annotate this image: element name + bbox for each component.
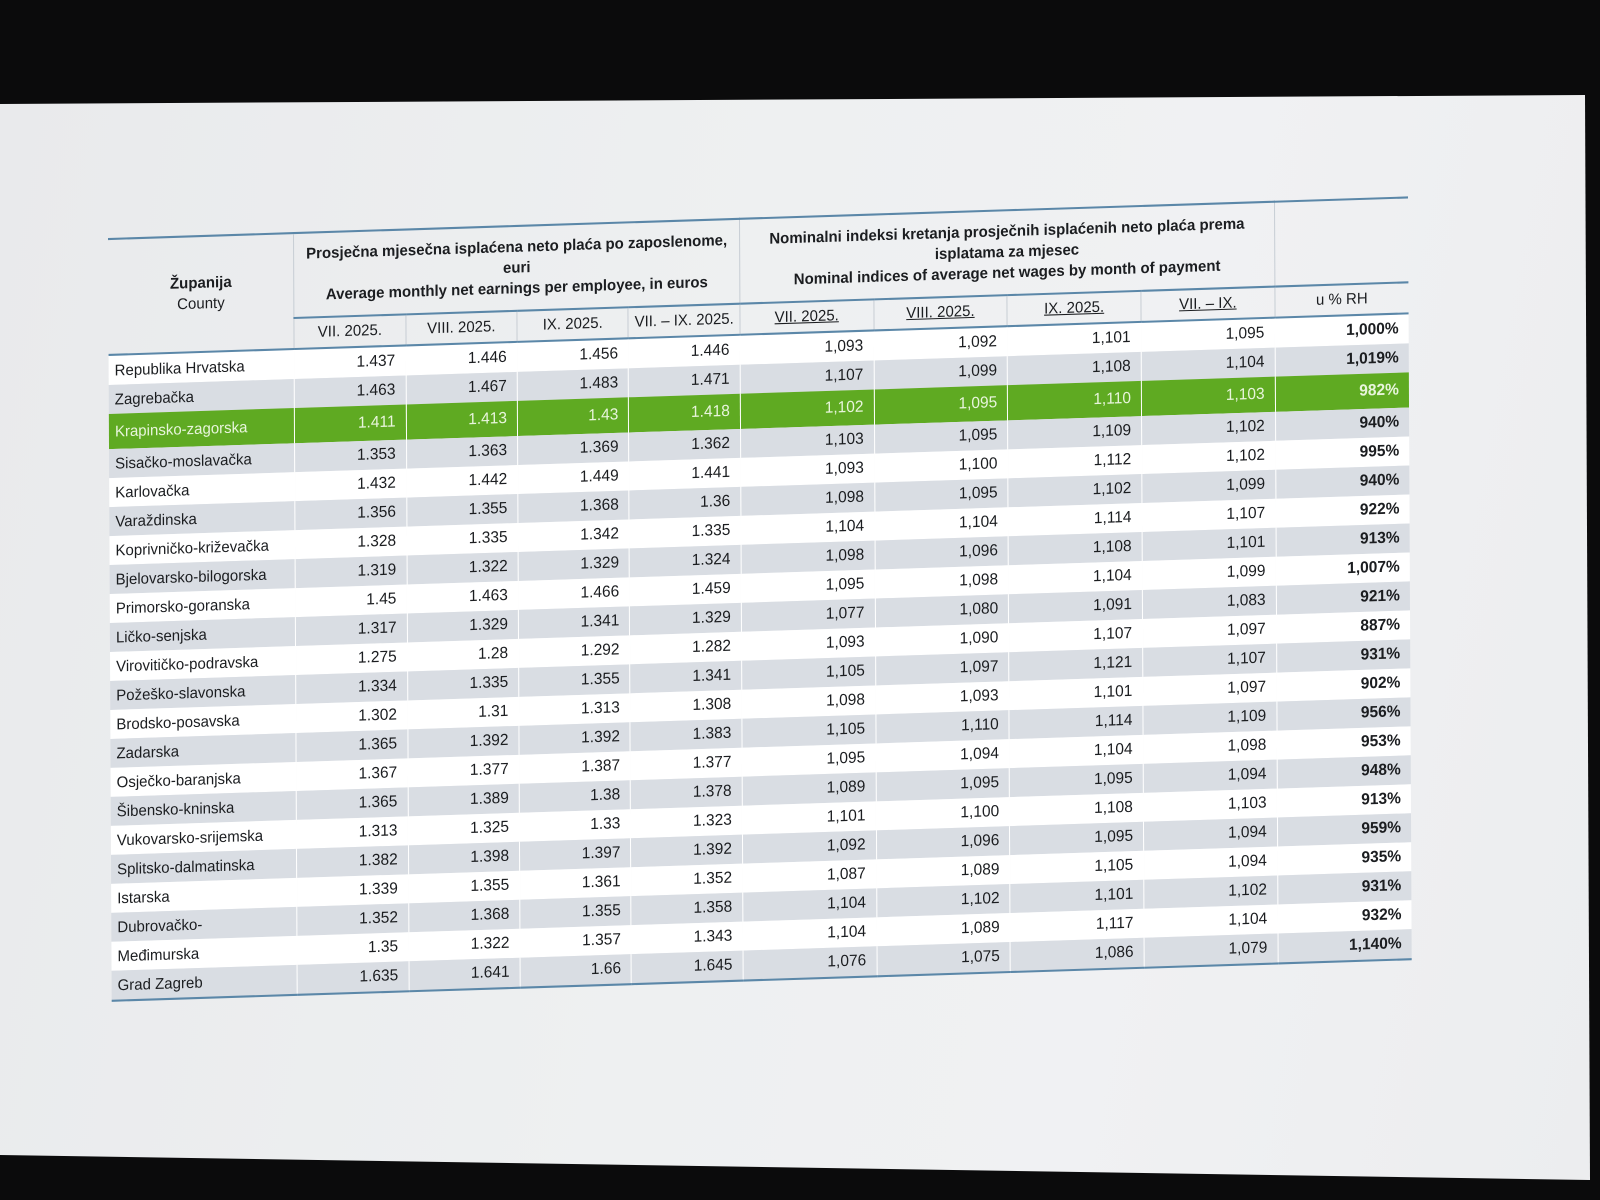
value-cell: 1.463 <box>294 375 406 408</box>
value-cell: 1,109 <box>1008 416 1142 449</box>
value-cell: 1.36 <box>629 487 741 520</box>
share-cell: 921% <box>1276 581 1410 614</box>
value-cell: 1,092 <box>742 830 876 863</box>
value-cell: 1.35 <box>297 932 409 965</box>
value-cell: 1,095 <box>874 478 1008 511</box>
column-header: u % RH <box>1275 282 1409 317</box>
value-cell: 1,095 <box>1010 822 1144 855</box>
value-cell: 1,098 <box>1143 731 1277 764</box>
share-cell: 982% <box>1275 372 1409 411</box>
value-cell: 1.382 <box>297 845 409 878</box>
value-cell: 1,101 <box>1142 528 1276 561</box>
wages-table-container <box>108 196 1412 1001</box>
indices-group-title-hr: Nominalni indeksi kretanja prosječnih isplaćenih neto plaća prema isplatama za mjesec <box>769 215 1245 264</box>
county-name-cell: Sisačko-moslavačka <box>109 443 295 478</box>
county-name-cell: Virovitičko-podravska <box>110 646 296 681</box>
share-cell: 940% <box>1276 466 1410 499</box>
value-cell: 1,080 <box>875 594 1009 627</box>
value-cell: 1,097 <box>1143 673 1277 706</box>
value-cell: 1,104 <box>1009 561 1143 594</box>
county-name-cell: Dubrovačko- <box>111 907 297 942</box>
value-cell: 1,117 <box>1010 909 1144 942</box>
column-header: VIII. 2025. <box>406 311 518 346</box>
value-cell: 1.367 <box>296 758 408 791</box>
value-cell: 1,109 <box>1143 702 1277 735</box>
value-cell: 1.398 <box>408 842 520 875</box>
value-cell: 1,114 <box>1008 503 1142 536</box>
column-header: VII. 2025. <box>740 299 874 334</box>
value-cell: 1,102 <box>1008 474 1142 507</box>
column-header: IX. 2025. <box>1007 291 1141 326</box>
value-cell: 1,086 <box>1010 938 1144 972</box>
value-cell: 1.432 <box>295 469 407 502</box>
value-cell: 1,099 <box>1142 557 1276 590</box>
value-cell: 1,102 <box>740 389 874 428</box>
value-cell: 1,103 <box>1143 789 1277 822</box>
value-cell: 1.483 <box>517 368 629 401</box>
county-header <box>108 233 294 355</box>
value-cell: 1,083 <box>1142 586 1276 619</box>
value-cell: 1.441 <box>629 458 741 491</box>
value-cell: 1,095 <box>1009 764 1143 797</box>
value-cell: 1.313 <box>297 816 409 849</box>
share-cell: 1,019% <box>1275 343 1409 376</box>
value-cell: 1.442 <box>406 465 518 498</box>
value-cell: 1,077 <box>741 599 875 632</box>
county-name-cell: Požeško-slavonska <box>110 675 296 710</box>
county-name-cell: Istarska <box>111 878 297 913</box>
value-cell: 1,075 <box>877 942 1011 976</box>
value-cell: 1.463 <box>407 581 519 614</box>
value-cell: 1.335 <box>407 523 519 556</box>
value-cell: 1,104 <box>741 512 875 545</box>
share-cell: 959% <box>1277 813 1411 846</box>
value-cell: 1.377 <box>631 748 743 781</box>
value-cell: 1,093 <box>875 681 1009 714</box>
value-cell: 1.413 <box>406 401 518 440</box>
value-cell: 1.353 <box>295 440 407 473</box>
value-cell: 1,098 <box>741 483 875 516</box>
value-cell: 1,101 <box>1010 880 1144 913</box>
value-cell: 1.459 <box>630 574 742 607</box>
share-cell: 953% <box>1277 726 1411 759</box>
value-cell: 1,104 <box>743 888 877 921</box>
value-cell: 1.28 <box>407 639 519 672</box>
value-cell: 1,095 <box>876 768 1010 801</box>
value-cell: 1.322 <box>409 929 521 962</box>
value-cell: 1.358 <box>631 893 743 926</box>
share-cell: 902% <box>1276 668 1410 701</box>
value-cell: 1,095 <box>874 420 1008 453</box>
value-cell: 1,098 <box>875 565 1009 598</box>
value-cell: 1,107 <box>1009 619 1143 652</box>
county-header-hr: Županija <box>169 273 232 293</box>
indices-group-title-en: Nominal indices of average net wages by month of payment <box>793 257 1221 289</box>
value-cell: 1,095 <box>1141 318 1275 352</box>
value-cell: 1.343 <box>631 922 743 955</box>
county-name-cell: Varaždinska <box>109 501 295 536</box>
share-cell: 956% <box>1277 697 1411 730</box>
county-name-cell: Šibensko-kninska <box>111 791 297 826</box>
county-name-cell: Krapinsko-zagorska <box>109 408 295 449</box>
value-cell: 1.357 <box>520 925 632 958</box>
value-cell: 1.31 <box>407 697 519 730</box>
value-cell: 1.365 <box>296 729 408 762</box>
county-name-cell: Koprivničko-križevačka <box>109 530 295 565</box>
value-cell: 1.392 <box>631 835 743 868</box>
share-cell: 932% <box>1278 900 1412 933</box>
value-cell: 1.446 <box>406 342 518 376</box>
value-cell: 1.378 <box>631 777 743 810</box>
value-cell: 1,094 <box>1143 818 1277 851</box>
value-cell: 1,107 <box>1142 499 1276 532</box>
value-cell: 1.645 <box>632 951 744 985</box>
column-header: VII. – IX. <box>1141 287 1275 322</box>
value-cell: 1.341 <box>518 606 630 639</box>
value-cell: 1.392 <box>519 722 631 755</box>
earnings-group-title-en: Average monthly net earnings per employee, in euros <box>325 273 708 304</box>
value-cell: 1.352 <box>297 903 409 936</box>
share-cell: 922% <box>1276 494 1410 527</box>
value-cell: 1.313 <box>519 693 631 726</box>
value-cell: 1,079 <box>1144 933 1278 967</box>
value-cell: 1.352 <box>631 864 743 897</box>
earnings-group-title-hr: Prosječna mjesečna isplaćena neto plaća po zaposlenome, euri <box>306 231 728 278</box>
share-cell: 1,140% <box>1278 929 1412 963</box>
county-name-cell: Međimurska <box>111 936 297 971</box>
value-cell: 1.292 <box>519 635 631 668</box>
value-cell: 1.418 <box>629 394 741 433</box>
value-cell: 1.467 <box>406 372 518 405</box>
county-header-en: County <box>177 294 225 314</box>
value-cell: 1,097 <box>875 652 1009 685</box>
value-cell: 1,099 <box>1142 470 1276 503</box>
value-cell: 1.411 <box>295 404 407 443</box>
value-cell: 1,102 <box>1142 441 1276 474</box>
share-cell: 1,007% <box>1276 552 1410 585</box>
value-cell: 1,107 <box>1143 644 1277 677</box>
value-cell: 1.325 <box>408 813 520 846</box>
value-cell: 1,112 <box>1008 445 1142 478</box>
value-cell: 1,090 <box>875 623 1009 656</box>
share-cell: 1,000% <box>1275 313 1409 347</box>
value-cell: 1,089 <box>876 913 1010 946</box>
value-cell: 1,076 <box>743 946 877 980</box>
share-cell: 913% <box>1276 523 1410 556</box>
value-cell: 1,104 <box>1009 735 1143 768</box>
value-cell: 1,108 <box>1008 532 1142 565</box>
value-cell: 1,096 <box>876 826 1010 859</box>
value-cell: 1.361 <box>520 867 632 900</box>
value-cell: 1.329 <box>518 548 630 581</box>
value-cell: 1.362 <box>629 429 741 462</box>
value-cell: 1,093 <box>741 628 875 661</box>
value-cell: 1,092 <box>874 326 1008 360</box>
value-cell: 1,095 <box>742 743 876 776</box>
value-cell: 1.335 <box>407 668 519 701</box>
column-header: VII. 2025. <box>294 314 406 349</box>
value-cell: 1,098 <box>742 685 876 718</box>
share-cell: 913% <box>1277 784 1411 817</box>
value-cell: 1.45 <box>295 585 407 618</box>
value-cell: 1,104 <box>743 917 877 950</box>
value-cell: 1.449 <box>518 461 630 494</box>
value-cell: 1.38 <box>519 780 631 813</box>
value-cell: 1.342 <box>518 519 630 552</box>
value-cell: 1,097 <box>1143 615 1277 648</box>
value-cell: 1.282 <box>630 632 742 665</box>
value-cell: 1,101 <box>1009 677 1143 710</box>
column-header: VII. – IX. 2025. <box>628 304 740 339</box>
value-cell: 1.437 <box>294 345 406 379</box>
share-cell: 935% <box>1277 842 1411 875</box>
share-cell: 931% <box>1277 871 1411 904</box>
value-cell: 1.641 <box>409 958 521 992</box>
value-cell: 1.43 <box>517 397 629 436</box>
value-cell: 1,105 <box>1010 851 1144 884</box>
value-cell: 1.389 <box>408 784 520 817</box>
value-cell: 1.456 <box>517 338 629 372</box>
value-cell: 1.341 <box>630 661 742 694</box>
value-cell: 1,101 <box>742 801 876 834</box>
county-name-cell: Osječko-baranjska <box>111 762 297 797</box>
county-name-cell: Bjelovarsko-bilogorska <box>110 559 296 594</box>
value-cell: 1.635 <box>297 961 409 995</box>
value-cell: 1.66 <box>520 954 632 988</box>
value-cell: 1.446 <box>629 335 741 369</box>
value-cell: 1.363 <box>406 436 518 469</box>
value-cell: 1,104 <box>1141 348 1275 381</box>
value-cell: 1,096 <box>875 536 1009 569</box>
value-cell: 1.387 <box>519 751 631 784</box>
county-name-cell: Zagrebačka <box>109 379 295 414</box>
value-cell: 1,087 <box>743 859 877 892</box>
value-cell: 1,089 <box>876 855 1010 888</box>
share-cell: 940% <box>1275 408 1409 441</box>
column-header: VIII. 2025. <box>874 295 1008 330</box>
value-cell: 1,102 <box>876 884 1010 917</box>
value-cell: 1,104 <box>1144 904 1278 937</box>
share-cell: 931% <box>1276 639 1410 672</box>
value-cell: 1,102 <box>1142 412 1276 445</box>
value-cell: 1,091 <box>1009 590 1143 623</box>
value-cell: 1.466 <box>518 577 630 610</box>
value-cell: 1,105 <box>742 656 876 689</box>
value-cell: 1.308 <box>630 690 742 723</box>
value-cell: 1,102 <box>1144 876 1278 909</box>
county-name-cell: Brodsko-posavska <box>110 704 296 739</box>
value-cell: 1.322 <box>407 552 519 585</box>
value-cell: 1.323 <box>631 806 743 839</box>
value-cell: 1,108 <box>1008 352 1142 385</box>
county-name-cell: Primorsko-goranska <box>110 588 296 623</box>
value-cell: 1,093 <box>741 454 875 487</box>
value-cell: 1,095 <box>741 570 875 603</box>
value-cell: 1,121 <box>1009 648 1143 681</box>
value-cell: 1,094 <box>1143 760 1277 793</box>
county-name-cell: Karlovačka <box>109 472 295 507</box>
value-cell: 1,114 <box>1009 706 1143 739</box>
value-cell: 1,094 <box>1144 847 1278 880</box>
value-cell: 1.275 <box>296 642 408 675</box>
value-cell: 1,101 <box>1007 322 1141 356</box>
share-group-header <box>1274 197 1408 286</box>
share-cell: 948% <box>1277 755 1411 788</box>
value-cell: 1.33 <box>519 809 631 842</box>
county-name-cell: Splitsko-dalmatinska <box>111 849 297 884</box>
value-cell: 1.368 <box>408 900 520 933</box>
value-cell: 1.377 <box>408 755 520 788</box>
value-cell: 1,100 <box>874 449 1008 482</box>
column-header: IX. 2025. <box>517 307 629 342</box>
value-cell: 1.355 <box>520 896 632 929</box>
value-cell: 1.339 <box>297 874 409 907</box>
value-cell: 1,103 <box>740 425 874 458</box>
county-name-cell: Zadarska <box>110 733 296 768</box>
county-name-cell: Grad Zagreb <box>112 965 298 1001</box>
value-cell: 1,094 <box>876 739 1010 772</box>
value-cell: 1.356 <box>295 498 407 531</box>
value-cell: 1.355 <box>519 664 631 697</box>
county-name-cell: Republika Hrvatska <box>109 349 295 385</box>
value-cell: 1.365 <box>296 787 408 820</box>
value-cell: 1,089 <box>742 772 876 805</box>
value-cell: 1,105 <box>742 714 876 747</box>
value-cell: 1.324 <box>630 545 742 578</box>
value-cell: 1.392 <box>408 726 520 759</box>
value-cell: 1.329 <box>630 603 742 636</box>
earnings-group-header <box>294 219 740 318</box>
county-name-cell: Ličko-senjska <box>110 617 296 652</box>
value-cell: 1,108 <box>1010 793 1144 826</box>
value-cell: 1.471 <box>629 365 741 398</box>
value-cell: 1.319 <box>295 556 407 589</box>
value-cell: 1,103 <box>1141 377 1275 416</box>
value-cell: 1.368 <box>518 490 630 523</box>
value-cell: 1,099 <box>874 356 1008 389</box>
value-cell: 1.334 <box>296 671 408 704</box>
value-cell: 1,110 <box>876 710 1010 743</box>
value-cell: 1.355 <box>408 871 520 904</box>
value-cell: 1,104 <box>875 507 1009 540</box>
value-cell: 1.383 <box>630 719 742 752</box>
value-cell: 1.335 <box>629 516 741 549</box>
value-cell: 1.329 <box>407 610 519 643</box>
value-cell: 1,093 <box>740 330 874 364</box>
value-cell: 1,110 <box>1008 381 1142 420</box>
table-body <box>109 313 1412 1000</box>
value-cell: 1,098 <box>741 541 875 574</box>
value-cell: 1.397 <box>520 838 632 871</box>
wages-table <box>108 196 1412 1001</box>
value-cell: 1.355 <box>406 494 518 527</box>
share-cell: 995% <box>1275 437 1409 470</box>
value-cell: 1.328 <box>295 527 407 560</box>
value-cell: 1,095 <box>874 385 1008 424</box>
county-name-cell: Vukovarsko-srijemska <box>111 820 297 855</box>
value-cell: 1,100 <box>876 797 1010 830</box>
value-cell: 1.302 <box>296 700 408 733</box>
value-cell: 1.317 <box>296 614 408 647</box>
share-cell: 887% <box>1276 610 1410 643</box>
value-cell: 1,107 <box>740 360 874 393</box>
value-cell: 1.369 <box>518 433 630 466</box>
